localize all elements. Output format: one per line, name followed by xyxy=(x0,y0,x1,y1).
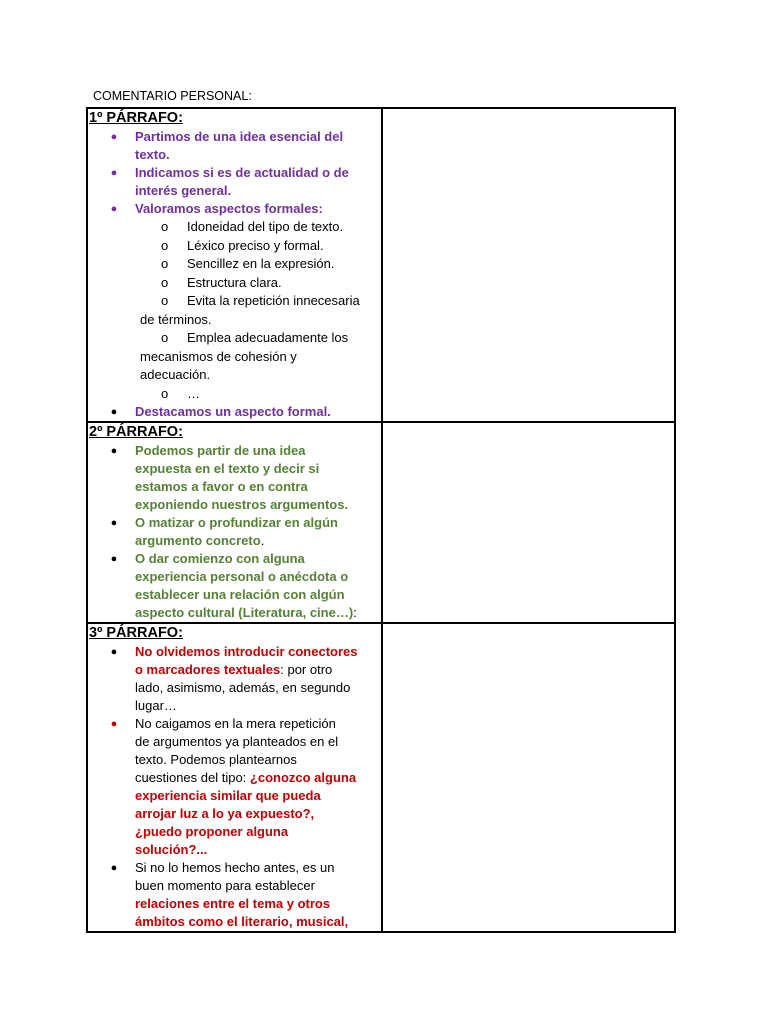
sub-list-text: Idoneidad del tipo de texto. xyxy=(187,219,344,234)
circle-bullet-icon: o xyxy=(161,237,169,253)
document-title: COMENTARIO PERSONAL: xyxy=(93,89,252,103)
circle-bullet-icon: o xyxy=(161,274,169,290)
list-item-text: Podemos partir de una idea xyxy=(135,443,306,458)
circle-bullet-icon: o xyxy=(161,256,169,271)
bullet-icon: ● xyxy=(110,718,118,730)
list-item xyxy=(88,715,381,859)
row-paragraph-1 xyxy=(87,108,675,422)
paragraph-1-list xyxy=(88,128,381,218)
sub-list-text: … xyxy=(187,385,200,401)
list-item-text: Si no lo hemos hecho antes, es un xyxy=(135,860,335,875)
paragraph-3-guidance-cell xyxy=(87,623,382,932)
sub-list-item xyxy=(88,385,381,404)
list-item-text: No olvidemos introducir conectores xyxy=(135,644,358,659)
sub-list-item xyxy=(88,255,381,274)
sub-list-text: Emplea adecuadamente los xyxy=(187,330,349,345)
bullet-icon: ● xyxy=(110,131,118,143)
sub-list-continuation: mecanismos de cohesión y xyxy=(140,348,297,364)
paragraph-1-guidance-cell xyxy=(87,108,382,422)
paragraph-2-guidance-cell xyxy=(87,422,382,623)
paragraph-1-heading: 1º PÁRRAFO: xyxy=(89,110,183,126)
list-item-text: No caigamos en la mera repetición xyxy=(135,716,336,731)
sub-list-text: Estructura clara. xyxy=(187,274,282,290)
sub-list-continuation: adecuación. xyxy=(140,367,211,382)
list-item-text: Valoramos aspectos formales: xyxy=(135,201,323,216)
list-item xyxy=(88,643,381,715)
list-item-text: exponiendo nuestros argumentos. xyxy=(135,497,349,512)
list-item-text: interés general. xyxy=(135,183,232,198)
sub-list-item xyxy=(88,274,381,293)
bullet-icon: ● xyxy=(110,646,118,658)
paragraph-3-answer-cell[interactable] xyxy=(382,623,675,932)
circle-bullet-icon: o xyxy=(161,293,169,308)
list-item-text: lado, asimismo, además, en segundo xyxy=(135,680,351,695)
circle-bullet-icon: o xyxy=(161,219,169,234)
paragraph-2-answer-cell[interactable] xyxy=(382,422,675,623)
sub-list-item xyxy=(88,237,381,256)
list-item-text: buen momento para establecer xyxy=(135,878,315,893)
list-item-text: Partimos de una idea esencial del xyxy=(135,129,344,144)
list-item xyxy=(88,859,381,931)
list-item-text: Destacamos un aspecto formal. xyxy=(135,404,331,419)
list-item xyxy=(88,128,381,164)
sub-list-item xyxy=(88,329,381,348)
list-item-text: : por otro xyxy=(280,662,333,677)
list-item-text: ámbitos como el literario, musical, xyxy=(135,914,349,929)
circle-bullet-icon: o xyxy=(161,385,169,401)
sub-list-continuation: de términos. xyxy=(140,311,212,327)
paragraph-3-heading: 3º PÁRRAFO: xyxy=(89,625,183,641)
bullet-icon: ● xyxy=(110,553,118,565)
list-item-text: establecer una relación con algún xyxy=(135,587,345,602)
list-item-text: argumento concreto xyxy=(135,533,261,548)
list-item-text: texto. xyxy=(135,147,170,162)
circle-bullet-icon: o xyxy=(161,330,169,345)
sub-list-text: Sencillez en la expresión. xyxy=(187,256,335,271)
paragraph-1-answer-cell[interactable] xyxy=(382,108,675,422)
sub-list-item xyxy=(88,292,381,311)
list-item-text: O dar comienzo con alguna xyxy=(135,551,305,566)
list-item-text: ¿puedo proponer alguna xyxy=(135,824,289,839)
row-paragraph-2 xyxy=(87,422,675,623)
list-item-text: solución?... xyxy=(135,842,208,857)
list-item-text: cuestiones del tipo: xyxy=(135,770,250,785)
list-item-text: O matizar o profundizar en algún xyxy=(135,515,338,530)
paragraph-2-heading: 2º PÁRRAFO: xyxy=(89,424,183,440)
list-item-text: experiencia similar que pueda xyxy=(135,788,321,803)
list-item-text: texto. Podemos plantearnos xyxy=(135,752,297,767)
sub-list-text: Evita la repetición innecesaria xyxy=(187,293,360,308)
list-item-text: de argumentos ya planteados en el xyxy=(135,734,339,749)
list-item xyxy=(88,442,381,514)
sub-list-text: Léxico preciso y formal. xyxy=(187,237,324,253)
paragraph-1-list-end xyxy=(88,403,381,421)
list-item xyxy=(88,403,381,421)
list-item xyxy=(88,200,381,218)
list-item-text: Indicamos si es de actualidad o de xyxy=(135,165,349,180)
bullet-icon: ● xyxy=(110,862,118,874)
list-item-text: relaciones entre el tema y otros xyxy=(135,896,331,911)
list-item-text: ¿conozco alguna xyxy=(249,770,357,785)
list-item-text: aspecto cultural (Literatura, cine…) xyxy=(135,605,354,620)
bullet-icon: ● xyxy=(110,445,118,457)
list-item-text: . xyxy=(260,533,265,548)
list-item-text: experiencia personal o anécdota o xyxy=(135,569,349,584)
bullet-icon: ● xyxy=(110,406,118,418)
list-item xyxy=(88,164,381,200)
list-item-text: estamos a favor o en contra xyxy=(135,479,308,494)
list-item-text: : xyxy=(353,605,357,620)
bullet-icon: ● xyxy=(110,167,118,179)
list-item-text: lugar… xyxy=(135,698,177,713)
list-item xyxy=(88,550,381,622)
commentary-table xyxy=(86,107,676,933)
list-item xyxy=(88,514,381,550)
bullet-icon: ● xyxy=(110,203,118,215)
bullet-icon: ● xyxy=(110,517,118,529)
list-item-text: expuesta en el texto y decir si xyxy=(135,461,320,476)
paragraph-2-list xyxy=(88,442,381,622)
sub-list-item xyxy=(88,218,381,237)
row-paragraph-3 xyxy=(87,623,675,932)
paragraph-3-list xyxy=(88,643,381,931)
list-item-text: arrojar luz a lo ya expuesto?, xyxy=(135,806,315,821)
list-item-text: o marcadores textuales xyxy=(135,662,281,677)
